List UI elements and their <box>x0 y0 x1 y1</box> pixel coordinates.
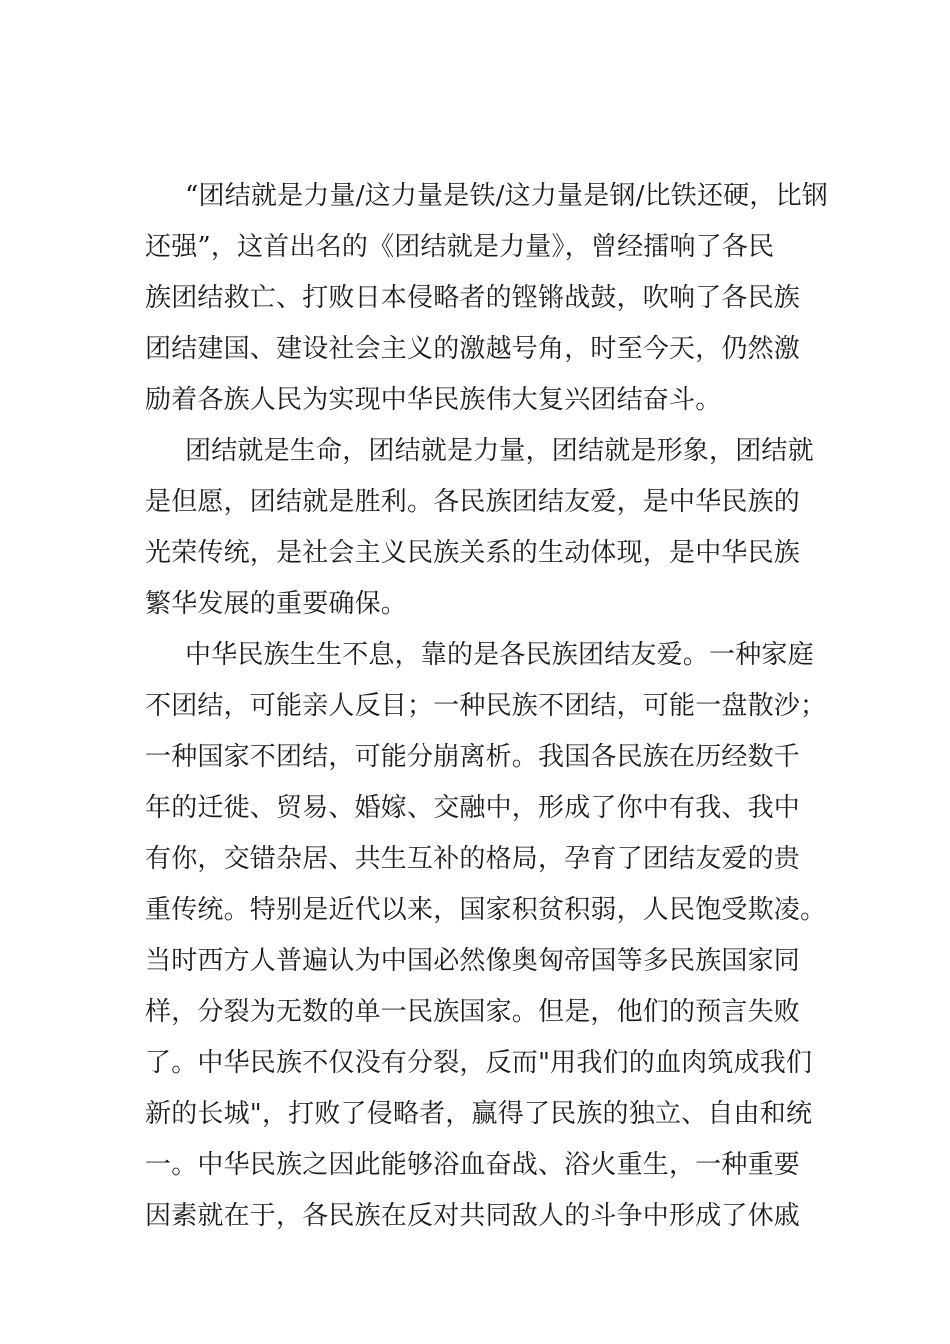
paragraph-1 <box>145 171 828 426</box>
text-line: 有你，交错杂居、共生互补的格局，孕育了团结友爱的贵 <box>145 844 801 874</box>
text-line: 一种国家不团结，可能分崩离析。我国各民族在历经数千 <box>145 742 801 772</box>
text-line: 样，分裂为无数的单一民族国家。但是，他们的预言失败 <box>145 997 801 1027</box>
text-line: 重传统。特别是近代以来，国家积贫积弱，人民饱受欺凌。 <box>145 895 827 925</box>
text-line: 励着各族人民为实现中华民族伟大复兴团结奋斗。 <box>145 385 722 415</box>
text-line: 了。中华民族不仅没有分裂，反而"用我们的血肉筑成我们 <box>145 1048 813 1078</box>
text-line: 光荣传统，是社会主义民族关系的生动体现，是中华民族 <box>145 538 801 568</box>
text-line: 团结建国、建设社会主义的激越号角，时至今天，仍然激 <box>145 334 801 364</box>
text-line: 团结就是生命，团结就是力量，团结就是形象，团结就 <box>185 436 814 466</box>
text-line: 还强”，这首出名的《团结就是力量》，曾经擂响了各民 <box>145 232 775 262</box>
text-line: “团结就是力量/这力量是铁/这力量是钢/比铁还硬，比钢 <box>185 181 828 211</box>
text-line: 因素就在于，各民族在反对共同敌人的斗争中形成了休戚 <box>145 1201 801 1231</box>
text-line: 新的长城"，打败了侵略者，赢得了民族的独立、自由和统 <box>145 1099 813 1129</box>
text-line: 不团结，可能亲人反目；一种民族不团结，可能一盘散沙； <box>145 691 827 721</box>
text-line: 是但愿，团结就是胜利。各民族团结友爱，是中华民族的 <box>145 487 801 517</box>
text-line: 当时西方人普遍认为中国必然像奥匈帝国等多民族国家同 <box>145 946 801 976</box>
document-body <box>145 171 828 1242</box>
text-line: 繁华发展的重要确保。 <box>145 589 408 619</box>
text-line: 中华民族生生不息，靠的是各民族团结友爱。一种家庭 <box>185 640 814 670</box>
text-line: 一。中华民族之因此能够浴血奋战、浴火重生，一种重要 <box>145 1150 801 1180</box>
paragraph-2 <box>145 426 814 630</box>
text-line: 年的迁徙、贸易、婚嫁、交融中，形成了你中有我、我中 <box>145 793 801 823</box>
text-line: 族团结救亡、打败日本侵略者的铿锵战鼓，吹响了各民族 <box>145 283 801 313</box>
paragraph-3 <box>145 630 827 1242</box>
